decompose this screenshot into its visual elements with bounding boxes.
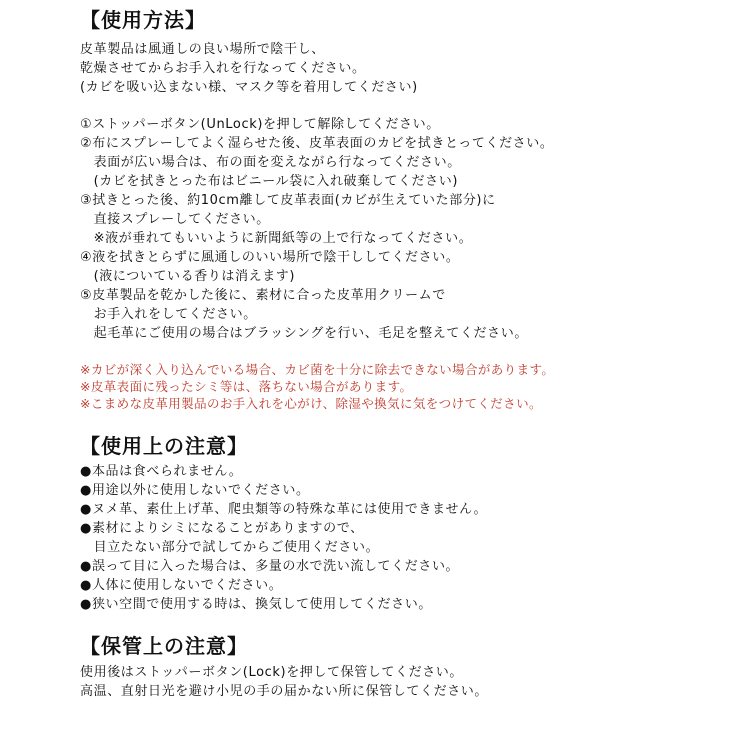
usage-intro-line: 皮革製品は風通しの良い場所で陰干し、 — [80, 42, 325, 57]
precaution-item: ●人体に使用しないでください。 — [80, 578, 283, 593]
warning-note: ※こまめな皮革用製品のお手入れを心がけ、除湿や換気に気をつけてください。 — [80, 396, 542, 411]
usage-step-line: 直接スプレーしてください。 — [80, 212, 270, 227]
usage-step-line: 起毛革にご使用の場合はブラッシングを行い、毛足を整えてください。 — [80, 326, 528, 341]
precautions-heading: 【使用上の注意】 — [80, 434, 248, 458]
usage-intro-line: 乾燥させてからお手入れを行なってください。 — [80, 61, 366, 76]
precaution-item: ●誤って目に入った場合は、多量の水で洗い流してください。 — [80, 559, 460, 574]
precaution-item: ●素材によりシミになることがありますので、 — [80, 521, 364, 536]
storage-item: 高温、直射日光を避け小児の手の届かない所に保管してください。 — [80, 684, 489, 699]
usage-warnings — [80, 361, 730, 412]
storage-heading: 【保管上の注意】 — [80, 634, 248, 658]
precaution-item: 目立たない部分で試してからご使用ください。 — [80, 540, 380, 555]
precaution-item: ●用途以外に使用しないでください。 — [80, 483, 310, 498]
usage-step-line: お手入れをしてください。 — [80, 307, 257, 322]
usage-step-line: ③拭きとった後、約10cm離して皮革表面(カビが生えていた部分)に — [80, 193, 496, 208]
warning-note: ※カビが深く入り込んでいる場合、カビ菌を十分に除去できない場合があります。 — [80, 362, 555, 377]
precaution-item: ●ヌメ革、素仕上げ革、爬虫類等の特殊な革には使用できません。 — [80, 502, 488, 517]
usage-step-line: ④液を拭きとらずに風通しのいい場所で陰干ししてください。 — [80, 250, 460, 265]
storage-list — [80, 663, 730, 701]
usage-intro-line: (カビを吸い込まない様、マスク等を着用してください) — [80, 80, 418, 95]
usage-heading: 【使用方法】 — [80, 8, 206, 32]
precautions-list — [80, 462, 730, 614]
usage-step-line: ⑤皮革製品を乾かした後に、素材に合った皮革用クリームで — [80, 288, 446, 303]
usage-step-line: (液についている香りは消えます) — [80, 269, 296, 284]
precaution-item: ●本品は食べられません。 — [80, 464, 243, 479]
usage-step-line: ①ストッパーボタン(UnLock)を押して解除してください。 — [80, 117, 440, 132]
storage-item: 使用後はストッパーボタン(Lock)を押して保管してください。 — [80, 665, 463, 680]
precaution-item: ●狭い空間で使用する時は、換気して使用してください。 — [80, 597, 432, 612]
warning-note: ※皮革表面に残ったシミ等は、落ちない場合があります。 — [80, 379, 413, 394]
usage-steps — [80, 115, 730, 343]
usage-intro — [80, 40, 730, 97]
usage-step-line: ②布にスプレーしてよく湿らせた後、皮革表面のカビを拭きとってください。 — [80, 136, 554, 151]
usage-step-line: ※液が垂れてもいいように新聞紙等の上で行なってください。 — [80, 231, 473, 246]
usage-step-line: (カビを拭きとった布はビニール袋に入れ破棄してください) — [80, 174, 459, 189]
usage-step-line: 表面が広い場合は、布の面を変えながら行なってください。 — [80, 155, 461, 170]
